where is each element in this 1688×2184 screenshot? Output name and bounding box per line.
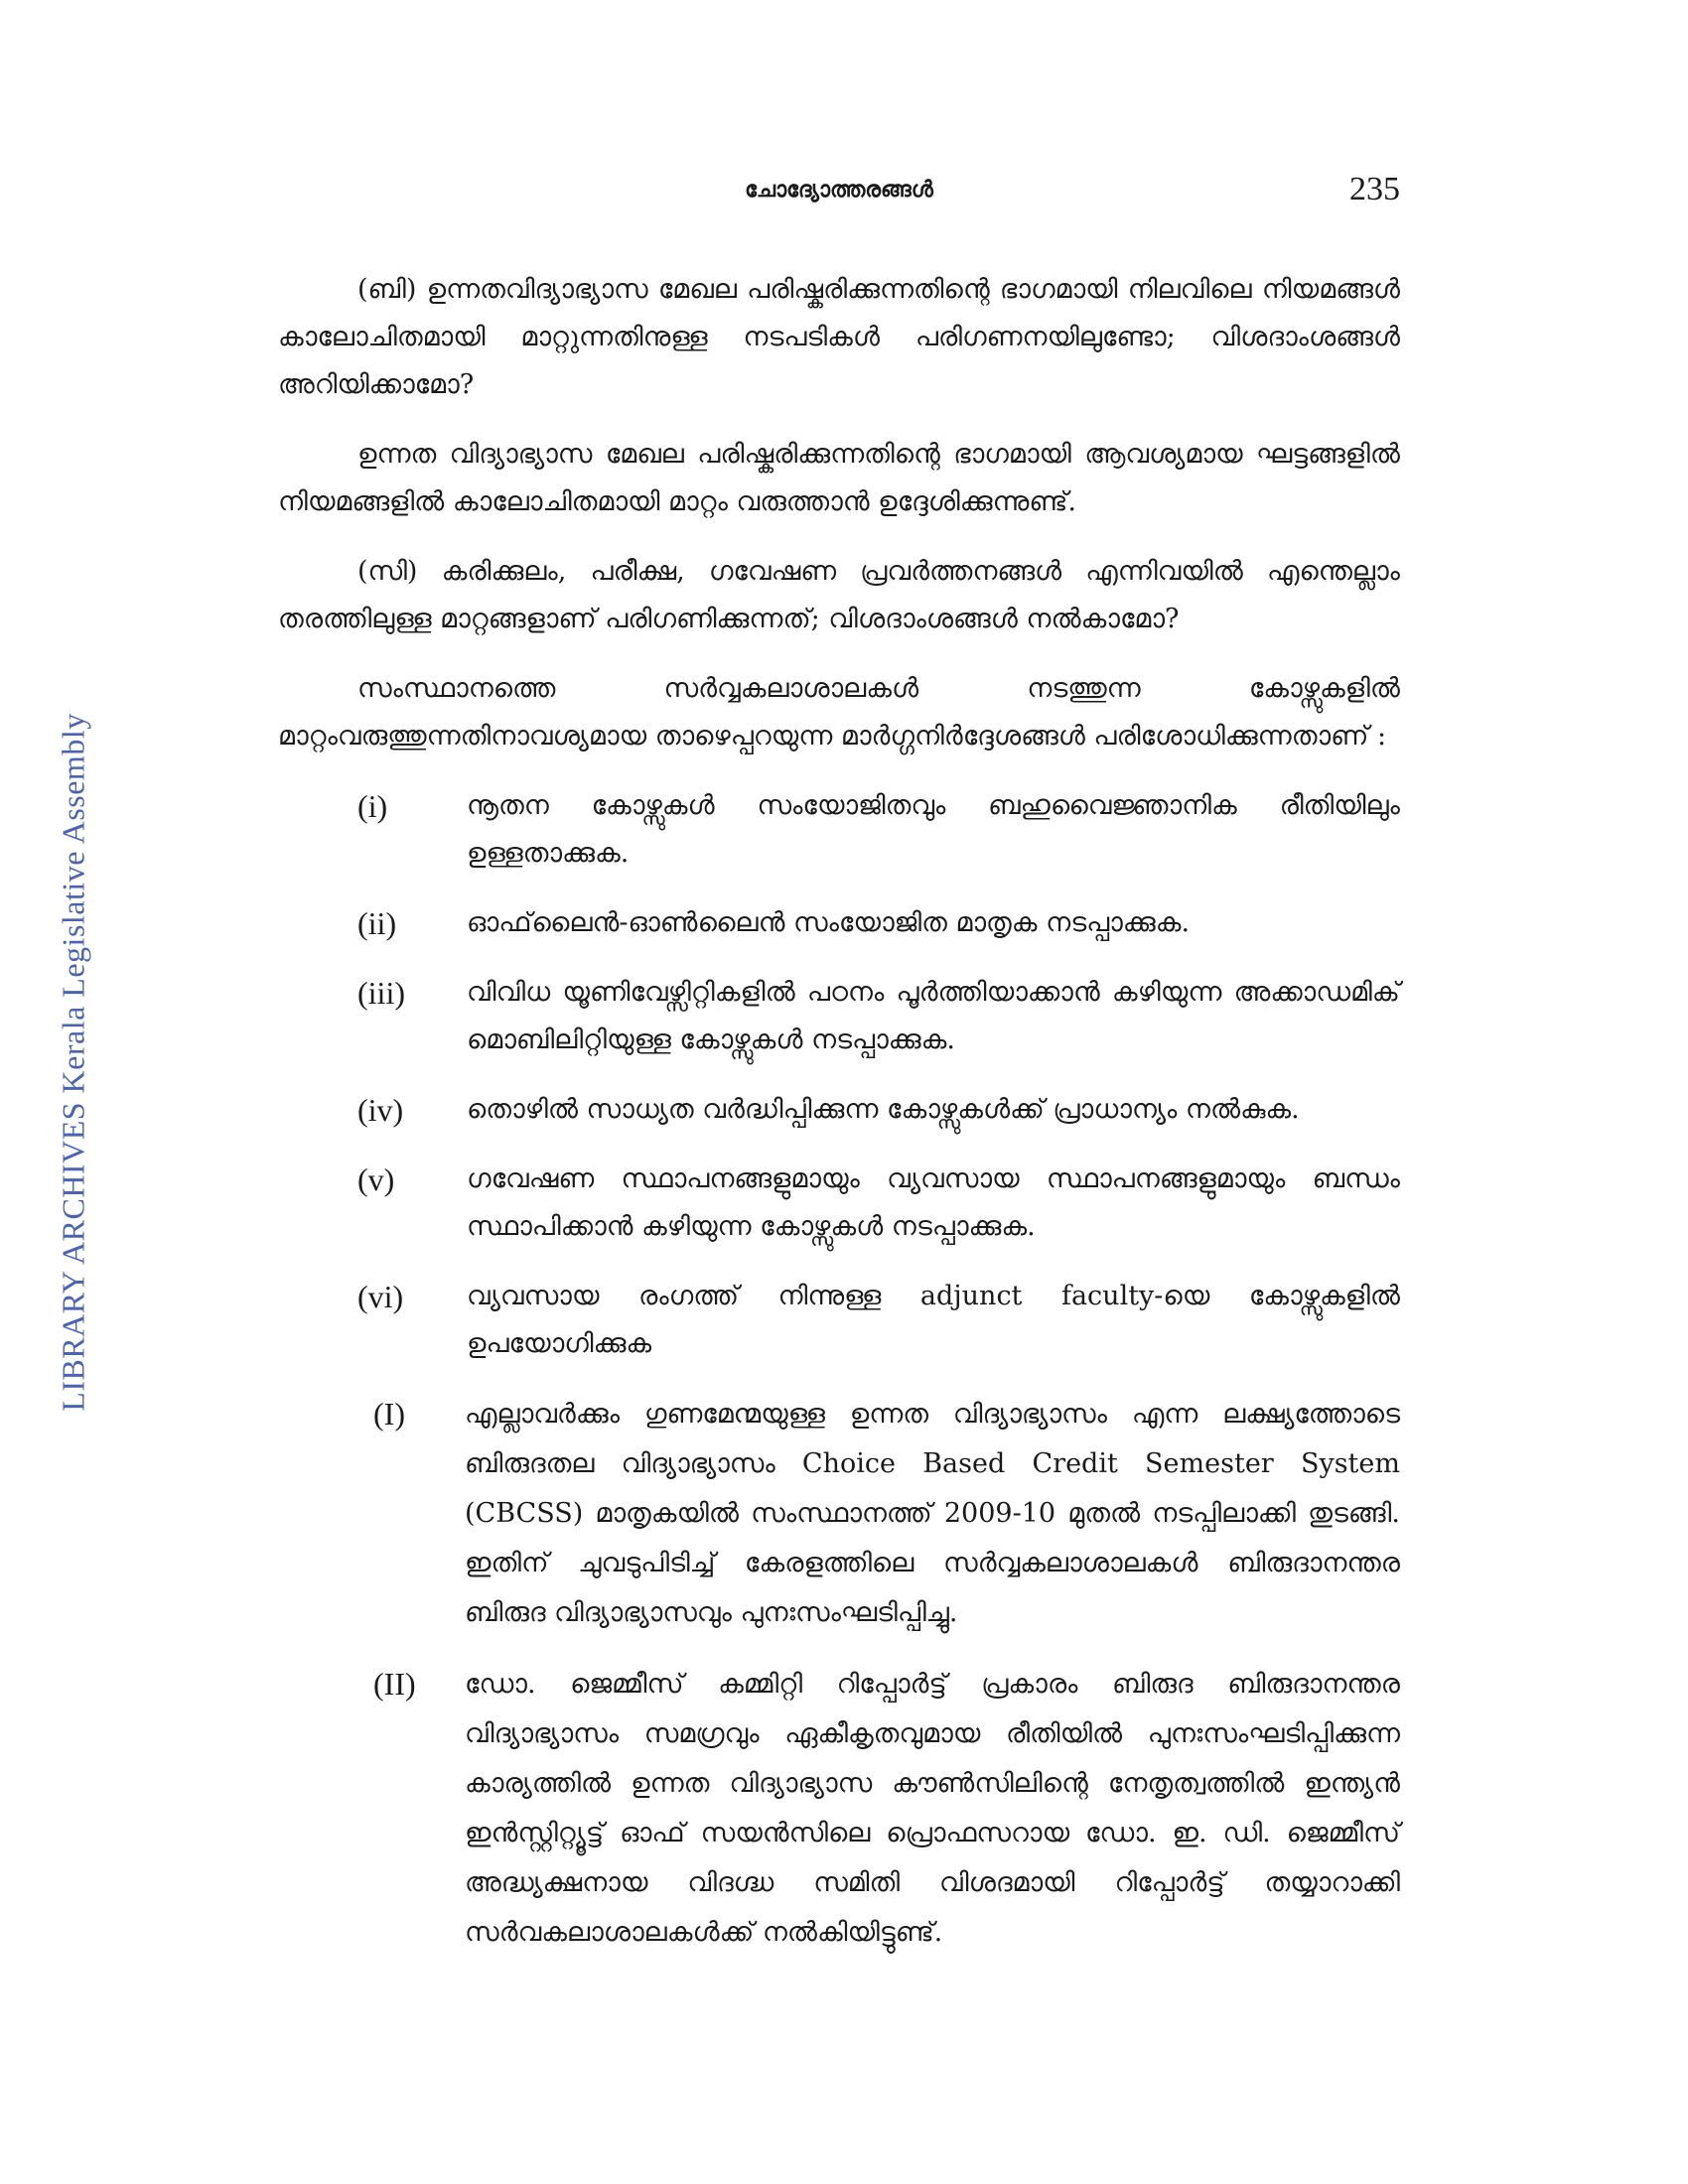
roman-item-number: (I) <box>373 1396 405 1432</box>
list-item-text: നൂതന കോഴ്സുകൾ സംയോജിതവും ബഹുവൈജ്ഞാനിക രീതിയിലും ഉള്ളതാക്കുക. <box>467 790 1400 869</box>
list-item-number: (i) <box>357 788 388 824</box>
question-c: (സി) കരിക്കുലം, പരീക്ഷ, ഗവേഷണ പ്രവർത്തനങ്ങൾ എന്നിവയിൽ എന്തെല്ലാം തരത്തിലുള്ള മാറ്റങ്ങളാണ് പരിഗണിക്കുന്നത്; വിശദാംശങ്ങൾ നൽകാമോ? <box>278 556 1400 634</box>
roman-list-item <box>278 1660 1400 1958</box>
list-item <box>278 782 1400 878</box>
running-header <box>278 171 1400 220</box>
list-item-text: തൊഴിൽ സാധ്യത വർദ്ധിപ്പിക്കുന്ന കോഴ്സുകൾക്ക് പ്രാധാന്യം നൽകുക. <box>467 1094 1300 1125</box>
list-item-number: (v) <box>357 1161 395 1197</box>
list-item-number: (vi) <box>357 1279 404 1314</box>
running-title: ചോദ്യോത്തരങ്ങൾ <box>745 177 933 203</box>
list-item-text: വ്യവസായ രംഗത്ത് നിന്നുള്ള adjunct faculty-യെ കോഴ്സുകളിൽ ഉപയോഗിക്കുക <box>467 1281 1400 1359</box>
page-body <box>278 266 1400 1979</box>
list-item <box>278 1273 1400 1368</box>
roman-item-number: (II) <box>373 1666 416 1702</box>
list-item-text: ഓഫ്‌ലൈൻ-ഓൺലൈൻ സംയോജിത മാതൃക നടപ്പാക്കുക. <box>467 907 1191 938</box>
roman-item-text: ഡോ. ജെമ്മീസ് കമ്മിറ്റി റിപ്പോർട്ട് പ്രകാരം ബിരുദ ബിരുദാനന്തര വിദ്യാഭ്യാസം സമഗ്രവും ഏകീകൃതവുമായ രീതിയിൽ പുനഃസംഘടിപ്പിക്കുന്ന കാര്യത്തിൽ ഉന്നത വിദ്യാഭ്യാസ കൗൺസിലിന്റെ നേതൃത്വത്തിൽ ഇന്ത്യൻ ഇൻസ്റ്റിറ്റ്യൂട്ട് ഓഫ് സയൻസിലെ പ്രൊഫസറായ ഡോ. ഇ. ഡി. ജെമ്മീസ് അദ്ധ്യക്ഷനായ വിദഗ്ദ്ധ സമിതി വിശദമായി റിപ്പോർട്ട് തയ്യാറാക്കി സർവകലാശാലകൾക്ക് നൽകിയിട്ടുണ്ട്. <box>465 1669 1400 1948</box>
list-item <box>278 1156 1400 1251</box>
list-item-text: ഗവേഷണ സ്ഥാപനങ്ങളുമായും വ്യവസായ സ്ഥാപനങ്ങളുമായും ബന്ധം സ്ഥാപിക്കാൻ കഴിയുന്ന കോഴ്സുകൾ നടപ്പാക്കുക. <box>467 1163 1400 1242</box>
list-item <box>278 1086 1400 1134</box>
list-item-text: വിവിധ യൂണിവേഴ്സിറ്റികളിൽ പഠനം പൂർത്തിയാക്കാൻ കഴിയുന്ന അക്കാഡമിക് മൊബിലിറ്റിയുള്ള കോഴ്സുകൾ നടപ്പാക്കുക. <box>467 977 1400 1055</box>
answer-b: ഉന്നത വിദ്യാഭ്യാസ മേഖല പരിഷ്കരിക്കുന്നതിന്റെ ഭാഗമായി ആവശ്യമായ ഘട്ടങ്ങളിൽ നിയമങ്ങളിൽ കാലോചിതമായി മാറ്റം വരുത്താൻ ഉദ്ദേശിക്കുന്നുണ്ട്. <box>278 439 1400 517</box>
roman-item-text: എല്ലാവർക്കും ഗുണമേന്മയുള്ള ഉന്നത വിദ്യാഭ്യാസം എന്ന ലക്ഷ്യത്തോടെ ബിരുദതല വിദ്യാഭ്യാസം Choice Based Credit Semester System (CBCSS) മാതൃകയിൽ സംസ്ഥാനത്ത് 2009-10 മുതൽ നടപ്പിലാക്കി തുടങ്ങി. ഇതിന് ചുവടുപിടിച്ച് കേരളത്തിലെ സർവ്വകലാശാലകൾ ബിരുദാനന്തര ബിരുദ വിദ്യാഭ്യാസവും പുനഃസംഘടിപ്പിച്ചു. <box>465 1399 1400 1628</box>
page-number: 235 <box>1349 171 1400 207</box>
list-item <box>278 969 1400 1064</box>
list-item-number: (ii) <box>357 905 397 941</box>
answer-c-intro: സംസ്ഥാനത്തെ സർവ്വകലാശാലകൾ നടത്തുന്ന കോഴ്സുകളിൽ മാറ്റംവരുത്തുന്നതിനാവശ്യമായ താഴെപ്പറയുന്ന മാർഗ്ഗനിർദ്ദേശങ്ങൾ പരിശോധിക്കുന്നതാണ് : <box>278 673 1400 751</box>
list-item-number: (iv) <box>357 1092 404 1128</box>
question-b: (ബി) ഉന്നതവിദ്യാഭ്യാസ മേഖല പരിഷ്കരിക്കുന്നതിന്റെ ഭാഗമായി നിലവിലെ നിയമങ്ങൾ കാലോചിതമായി മാറ്റുന്നതിനുള്ള നടപടികൾ പരിഗണനയിലുണ്ടോ; വിശദാംശങ്ങൾ അറിയിക്കാമോ? <box>278 274 1400 400</box>
list-item-number: (iii) <box>357 975 405 1011</box>
list-item <box>278 899 1400 947</box>
roman-list-item <box>278 1390 1400 1638</box>
library-archives-watermark: LIBRARY ARCHIVES Kerala Legislative Assembly <box>55 713 91 1412</box>
